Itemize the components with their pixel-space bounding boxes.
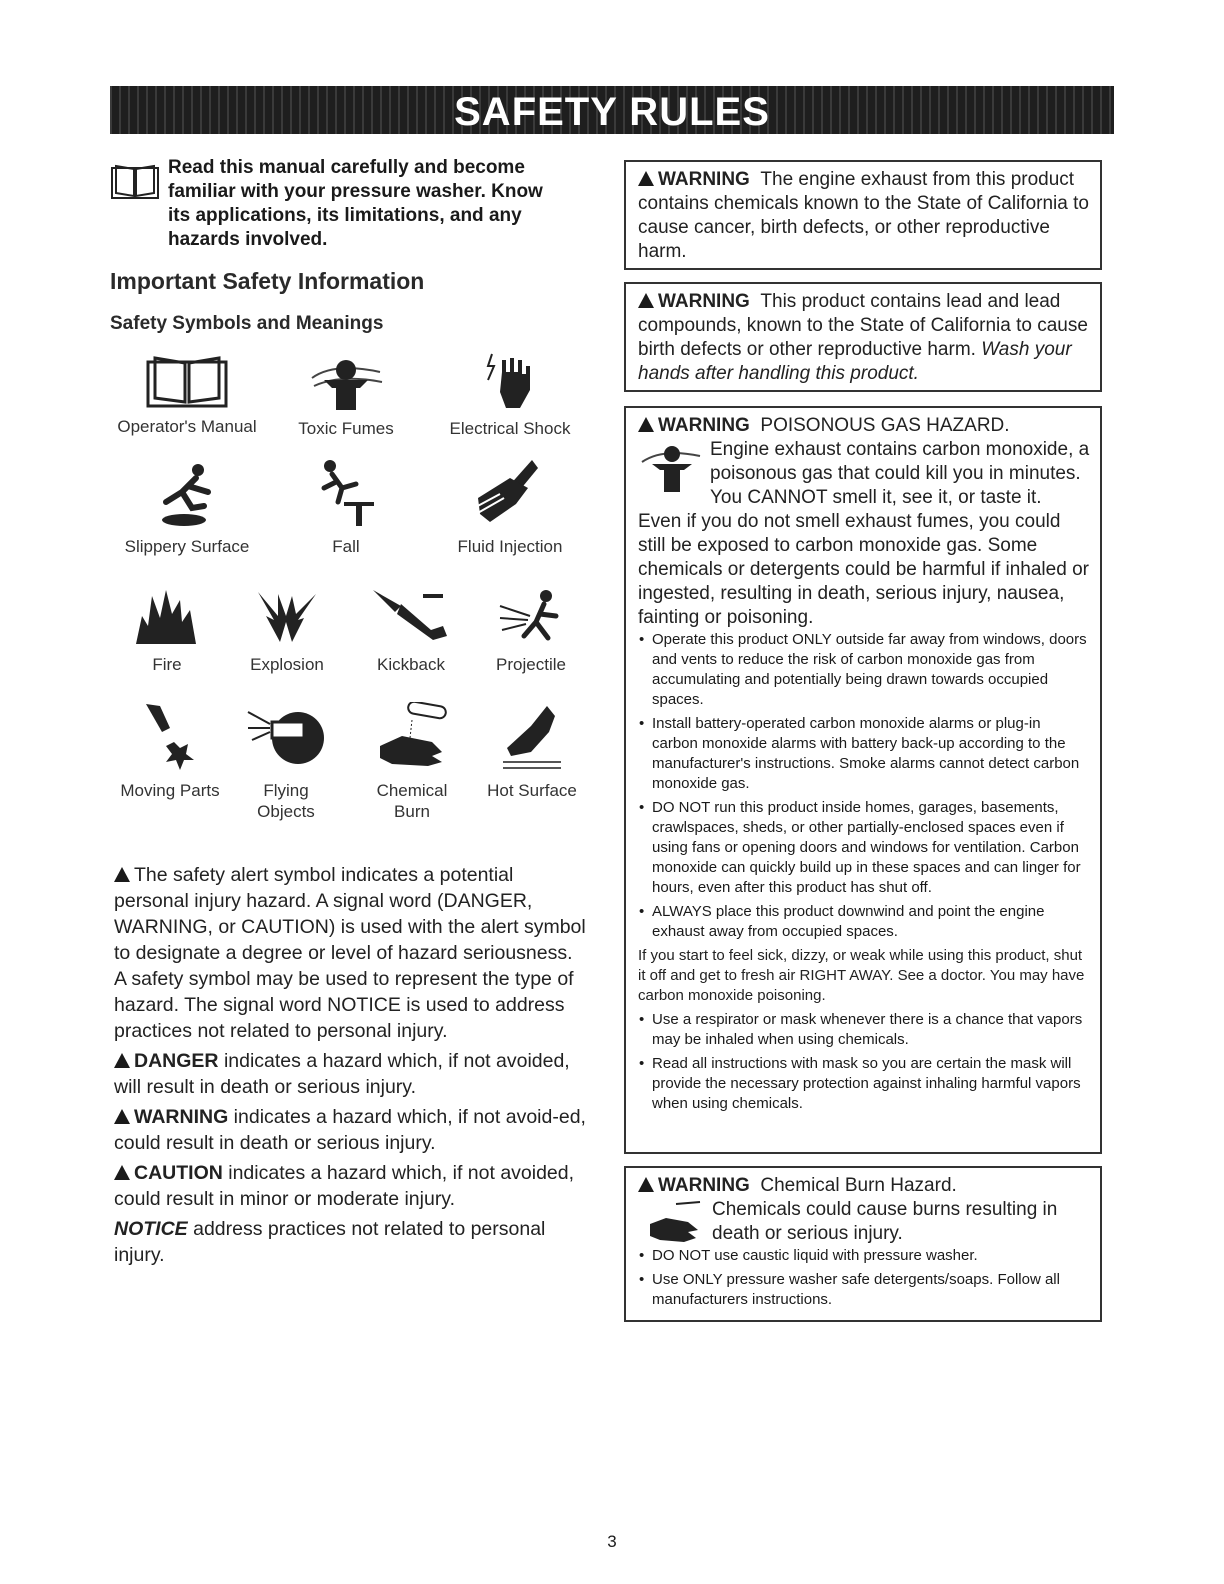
symbol-flying-objects: Flying Objects xyxy=(236,702,336,822)
alert-icon xyxy=(638,417,654,432)
slippery-surface-icon xyxy=(152,462,222,528)
warning-box-poisonous-gas: WARNING POISONOUS GAS HAZARD. Engine exhaust contains carbon monoxide, a poisonous gas that could kill you in minutes. You CANNOT smell it, see it, or taste it. Even if you do not smell exhaust fumes, you could still be exposed to carbon monoxide gas. Some chemicals or detergents could be harmful if inhaled or ingested, resulting in death, serious injury, nausea, fainting or poisoning. • Operate this product ONLY outside far away from windows, doors and vents to reduce the risk of carbon monoxide gas from accumulating and potentially being drawn towards occupied spaces. • Install battery-operated carbon monoxide alarms or plug-in carbon monoxide alarms with battery back-up according to the manufacturer's instructions. Smoke alarms cannot detect carbon monoxide gas. • DO NOT run this product inside homes, garages, basements, crawlspaces, sheds, or other partially-enclosed spaces even if using fans or opening doors and windows for ventilation. Carbon monoxide can quickly build up in these spaces and can linger for hours, even after this product has shut off. • ALWAYS place this product downwind and point the engine exhaust away from occupied spaces. If you start to feel sick, dizzy, or weak while using this product, shut it off and get to fresh air RIGHT AWAY. See a doctor. You may have carbon monoxide poisoning. • Use a respirator or mask whenever there is a chance that vapors may be inhaled when using chemicals. • Read all instructions with mask so you are certain the mask will provide the necessary protection against inhaling harmful vapors when using chemicals. xyxy=(624,406,1102,1154)
moving-parts-icon xyxy=(140,702,200,772)
alert-icon xyxy=(114,1109,130,1124)
alert-icon xyxy=(114,1053,130,1068)
symbol-chemical-burn: Chemical Burn xyxy=(360,702,464,822)
caution-paragraph: CAUTION indicates a hazard which, if not avoided, could result in minor or moderate injury. xyxy=(114,1162,575,1210)
section-heading: Important Safety Information xyxy=(110,268,425,294)
symbol-hot-surface: Hot Surface xyxy=(478,702,586,801)
book-icon xyxy=(145,352,229,408)
electrical-shock-icon xyxy=(480,352,540,410)
intro-block xyxy=(110,156,570,252)
fire-icon xyxy=(132,586,202,646)
toxic-fumes-icon xyxy=(638,440,704,494)
warning-box-cancer: WARNING The engine exhaust from this product contains chemicals known to the State of California to cause cancer, birth defects, or other reproductive harm. xyxy=(624,160,1102,270)
warning-paragraph: WARNING indicates a hazard which, if not avoid-ed, could result in death or serious injury. xyxy=(114,1106,586,1154)
fluid-injection-icon xyxy=(470,458,550,528)
chemical-burn-icon xyxy=(646,1200,702,1244)
fall-icon xyxy=(316,458,376,528)
symbol-moving-parts: Moving Parts xyxy=(112,702,228,801)
alert-icon xyxy=(638,1177,654,1192)
symbol-slippery-surface: Slippery Surface xyxy=(112,462,262,557)
symbol-fall: Fall xyxy=(276,458,416,557)
flying-objects-icon xyxy=(246,702,326,772)
kickback-icon xyxy=(371,586,451,646)
toxic-fumes-icon xyxy=(304,352,388,410)
symbol-fluid-injection: Fluid Injection xyxy=(440,458,580,557)
subsection-heading: Safety Symbols and Meanings xyxy=(110,313,384,334)
projectile-icon xyxy=(496,586,566,646)
alert-icon xyxy=(114,867,130,882)
explosion-icon xyxy=(252,586,322,646)
title-banner xyxy=(110,86,1114,134)
symbol-fire: Fire xyxy=(112,586,222,675)
intro-text: Read this manual carefully and become familiar with your pressure washer. Know its applications, its limitations, and any hazards involved. xyxy=(168,157,543,250)
chemical-burn-icon xyxy=(372,702,452,772)
danger-paragraph: DANGER indicates a hazard which, if not avoided, will result in death or serious injury. xyxy=(114,1050,570,1098)
symbol-projectile: Projectile xyxy=(476,586,586,675)
notice-paragraph: NOTICE address practices not related to personal injury. xyxy=(114,1218,546,1266)
hot-surface-icon xyxy=(497,702,567,772)
alert-icon xyxy=(114,1165,130,1180)
symbol-electrical-shock: Electrical Shock xyxy=(440,352,580,439)
alert-icon xyxy=(638,171,654,186)
symbol-explosion: Explosion xyxy=(232,586,342,675)
symbol-toxic-fumes: Toxic Fumes xyxy=(276,352,416,439)
warning-box-chemical-burn: WARNING Chemical Burn Hazard. Chemicals could cause burns resulting in death or serious injury. • DO NOT use caustic liquid with pressure washer. • Use ONLY pressure washer safe detergents/soaps. Follow all manufacturers instructions. xyxy=(624,1166,1102,1322)
manual-icon xyxy=(110,160,160,200)
warning-box-lead: WARNING This product contains lead and lead compounds, known to the State of California to cause birth defects or other reproductive harm. Wash your hands after handling this product. xyxy=(624,282,1102,392)
signal-word-explanations xyxy=(114,862,586,1272)
page-title: SAFETY RULES xyxy=(454,90,770,134)
alert-icon xyxy=(638,293,654,308)
symbol-kickback: Kickback xyxy=(356,586,466,675)
symbol-operators-manual: Operator's Manual xyxy=(112,352,262,437)
page-number: 3 xyxy=(607,1532,617,1551)
alert-paragraph: The safety alert symbol indicates a potential personal injury hazard. A signal word (DANGER, WARNING, or CAUTION) is used with the alert symbol to designate a degree or level of hazard seriousness. A safety symbol may be used to represent the type of hazard. The signal word NOTICE is used to address practices not related to personal injury. xyxy=(114,864,586,1042)
